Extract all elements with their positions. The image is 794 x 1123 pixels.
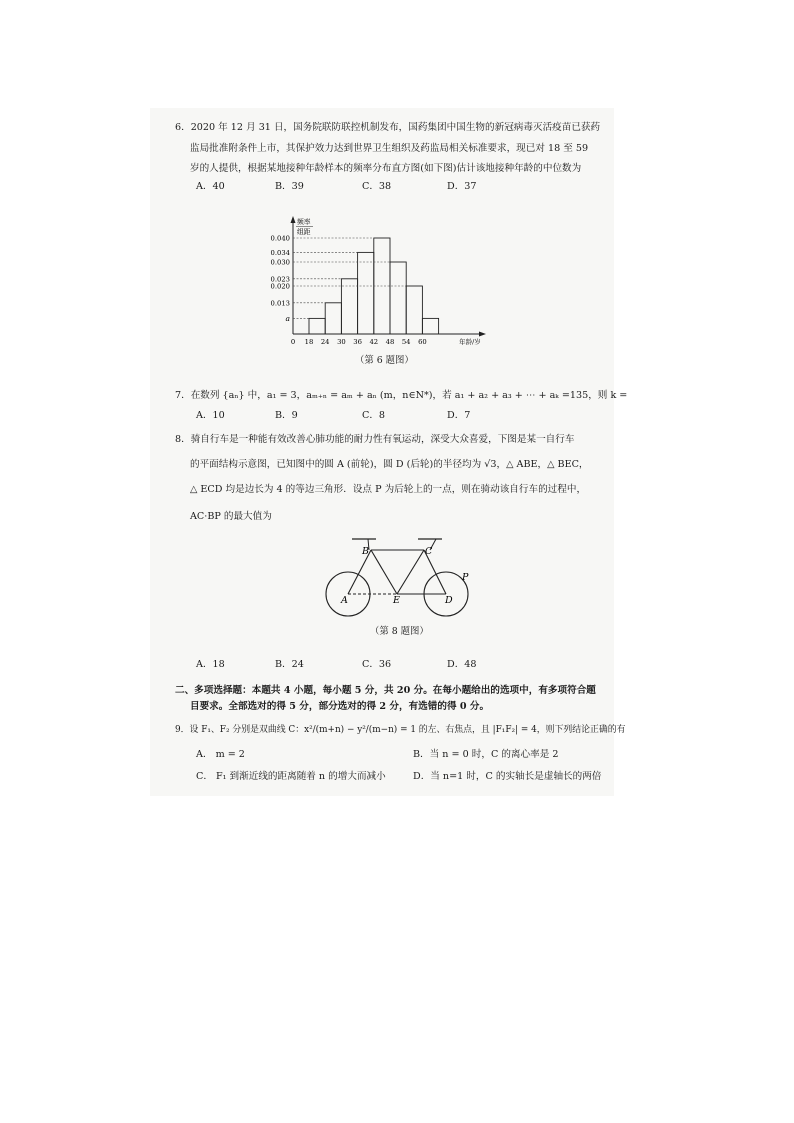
q7-formula: a₁ = 3，aₘ₊ₙ = aₘ + aₙ (m，n∈N*)，若 a₁ + a₂ + a₃ + ⋯ + aₖ =135，则 k = (266, 390, 628, 401)
q9-option-d: D．当 n=1 时，C 的实轴长是虚轴长的两倍 (413, 771, 602, 782)
q7-option-c: C．8 (362, 410, 386, 421)
y-tick-label: 0.020 (270, 282, 290, 291)
x-tick-label: 54 (401, 338, 411, 346)
section2-line-1: 二、多项选择题：本题共 4 小题，每小题 5 分，共 20 分。在每小题给出的选项中，有多项符合题 (175, 685, 596, 696)
label-b: B (362, 546, 369, 557)
segment-ce (397, 550, 424, 594)
y-tick-label: 0.034 (270, 248, 290, 257)
x-tick-label: 18 (304, 338, 314, 346)
histogram-bar (309, 318, 325, 334)
histogram-bar (341, 279, 357, 334)
y-axis-label-bottom: 组距 (297, 228, 311, 236)
q8-option-b: B．24 (275, 659, 304, 670)
q6-caption: （第 6 题图） (355, 355, 414, 366)
y-tick-label: 0.040 (270, 234, 290, 243)
q6-option-c: C．38 (362, 181, 392, 192)
x-axis-arrow (479, 332, 486, 337)
y-tick-label: a (285, 313, 290, 323)
x-tick-label: 0 (290, 338, 296, 346)
histogram-bar (325, 303, 341, 334)
q6-option-d: D．37 (447, 181, 477, 192)
q7-option-d: D．7 (447, 410, 471, 421)
q8-line-4: AC·BP 的最大值为 (190, 511, 272, 522)
q8-option-a: A．18 (196, 659, 225, 670)
histogram-bar (358, 252, 374, 334)
x-axis-label: 年龄/岁 (459, 338, 481, 346)
q6-option-b: B．39 (275, 181, 304, 192)
q8-option-c: C．36 (362, 659, 392, 670)
q8-line-3: △ ECD 均是边长为 4 的等边三角形．设点 P 为后轮上的一点，则在骑动该自行车的过程中， (190, 484, 587, 495)
q8-line-1: 8．骑自行车是一种能有效改善心肺功能的耐力性有氧运动，深受大众喜爱，下图是某一自行车 (175, 434, 575, 445)
y-tick-label: 0.030 (270, 258, 290, 267)
q6-line-1: 6．2020 年 12 月 31 日，国务院联防联控机制发布，国药集团中国生物的新冠病毒灭活疫苗已获药 (175, 122, 601, 133)
q7-option-a: A．10 (196, 410, 225, 421)
q6-line-2: 监局批准附条件上市，其保护效力达到世界卫生组织及药监局相关标准要求，现已对 18 至 59 (190, 143, 589, 154)
label-d: D (445, 595, 453, 606)
section2-line-2: 目要求。全部选对的得 5 分，部分选对的得 2 分，有选错的得 0 分。 (190, 701, 490, 712)
q9-option-c: C． F₁ 到渐近线的距离随着 n 的增大而减小 (196, 771, 386, 782)
q7-prefix: 7．在数列 {aₙ} 中， (175, 390, 267, 401)
x-tick-label: 42 (369, 338, 379, 346)
histogram-chart (260, 214, 510, 354)
q8-line-2: 的平面结构示意图，已知图中的圆 A (前轮)，圆 D (后轮)的半径均为 √3，△ ABE，△ BEC， (190, 459, 589, 470)
x-tick-label: 60 (418, 338, 427, 346)
q9-stem: 9．设 F₁、F₂ 分别是双曲线 C：x²/(m+n) − y²/(m−n) = 1 的左、右焦点，且 |F₁F₂| = 4，则下列结论正确的有 (175, 725, 626, 735)
y-tick-label: 0.023 (270, 275, 290, 284)
label-c: C (425, 546, 433, 557)
x-tick-label: 24 (320, 338, 330, 346)
y-axis-label-top: 频率 (297, 218, 311, 226)
y-axis-arrow (291, 216, 296, 223)
x-tick-label: 30 (337, 338, 346, 346)
q8-caption: （第 8 题图） (370, 626, 429, 637)
q8-option-d: D．48 (447, 659, 477, 670)
label-p: P (462, 572, 469, 583)
q7-option-b: B．9 (275, 410, 298, 421)
y-tick-label: 0.013 (270, 299, 290, 308)
histogram-bar (390, 262, 406, 334)
q9-option-a: A． m = 2 (196, 749, 245, 760)
histogram-bar (406, 286, 422, 334)
x-tick-label: 48 (385, 338, 395, 346)
label-a: A (341, 595, 348, 606)
q6-option-a: A．40 (196, 181, 225, 192)
bicycle-diagram (318, 532, 478, 622)
x-tick-label: 36 (353, 338, 362, 346)
q7-stem (175, 390, 627, 402)
q6-line-3: 岁的人提供，根据某地接种年龄样本的频率分布直方图(如下图)估计该地接种年龄的中位数为 (190, 163, 582, 174)
q9-option-b: B．当 n = 0 时，C 的离心率是 2 (413, 749, 559, 760)
histogram-bar (422, 318, 438, 334)
segment-be (371, 550, 397, 594)
label-e: E (393, 595, 400, 606)
